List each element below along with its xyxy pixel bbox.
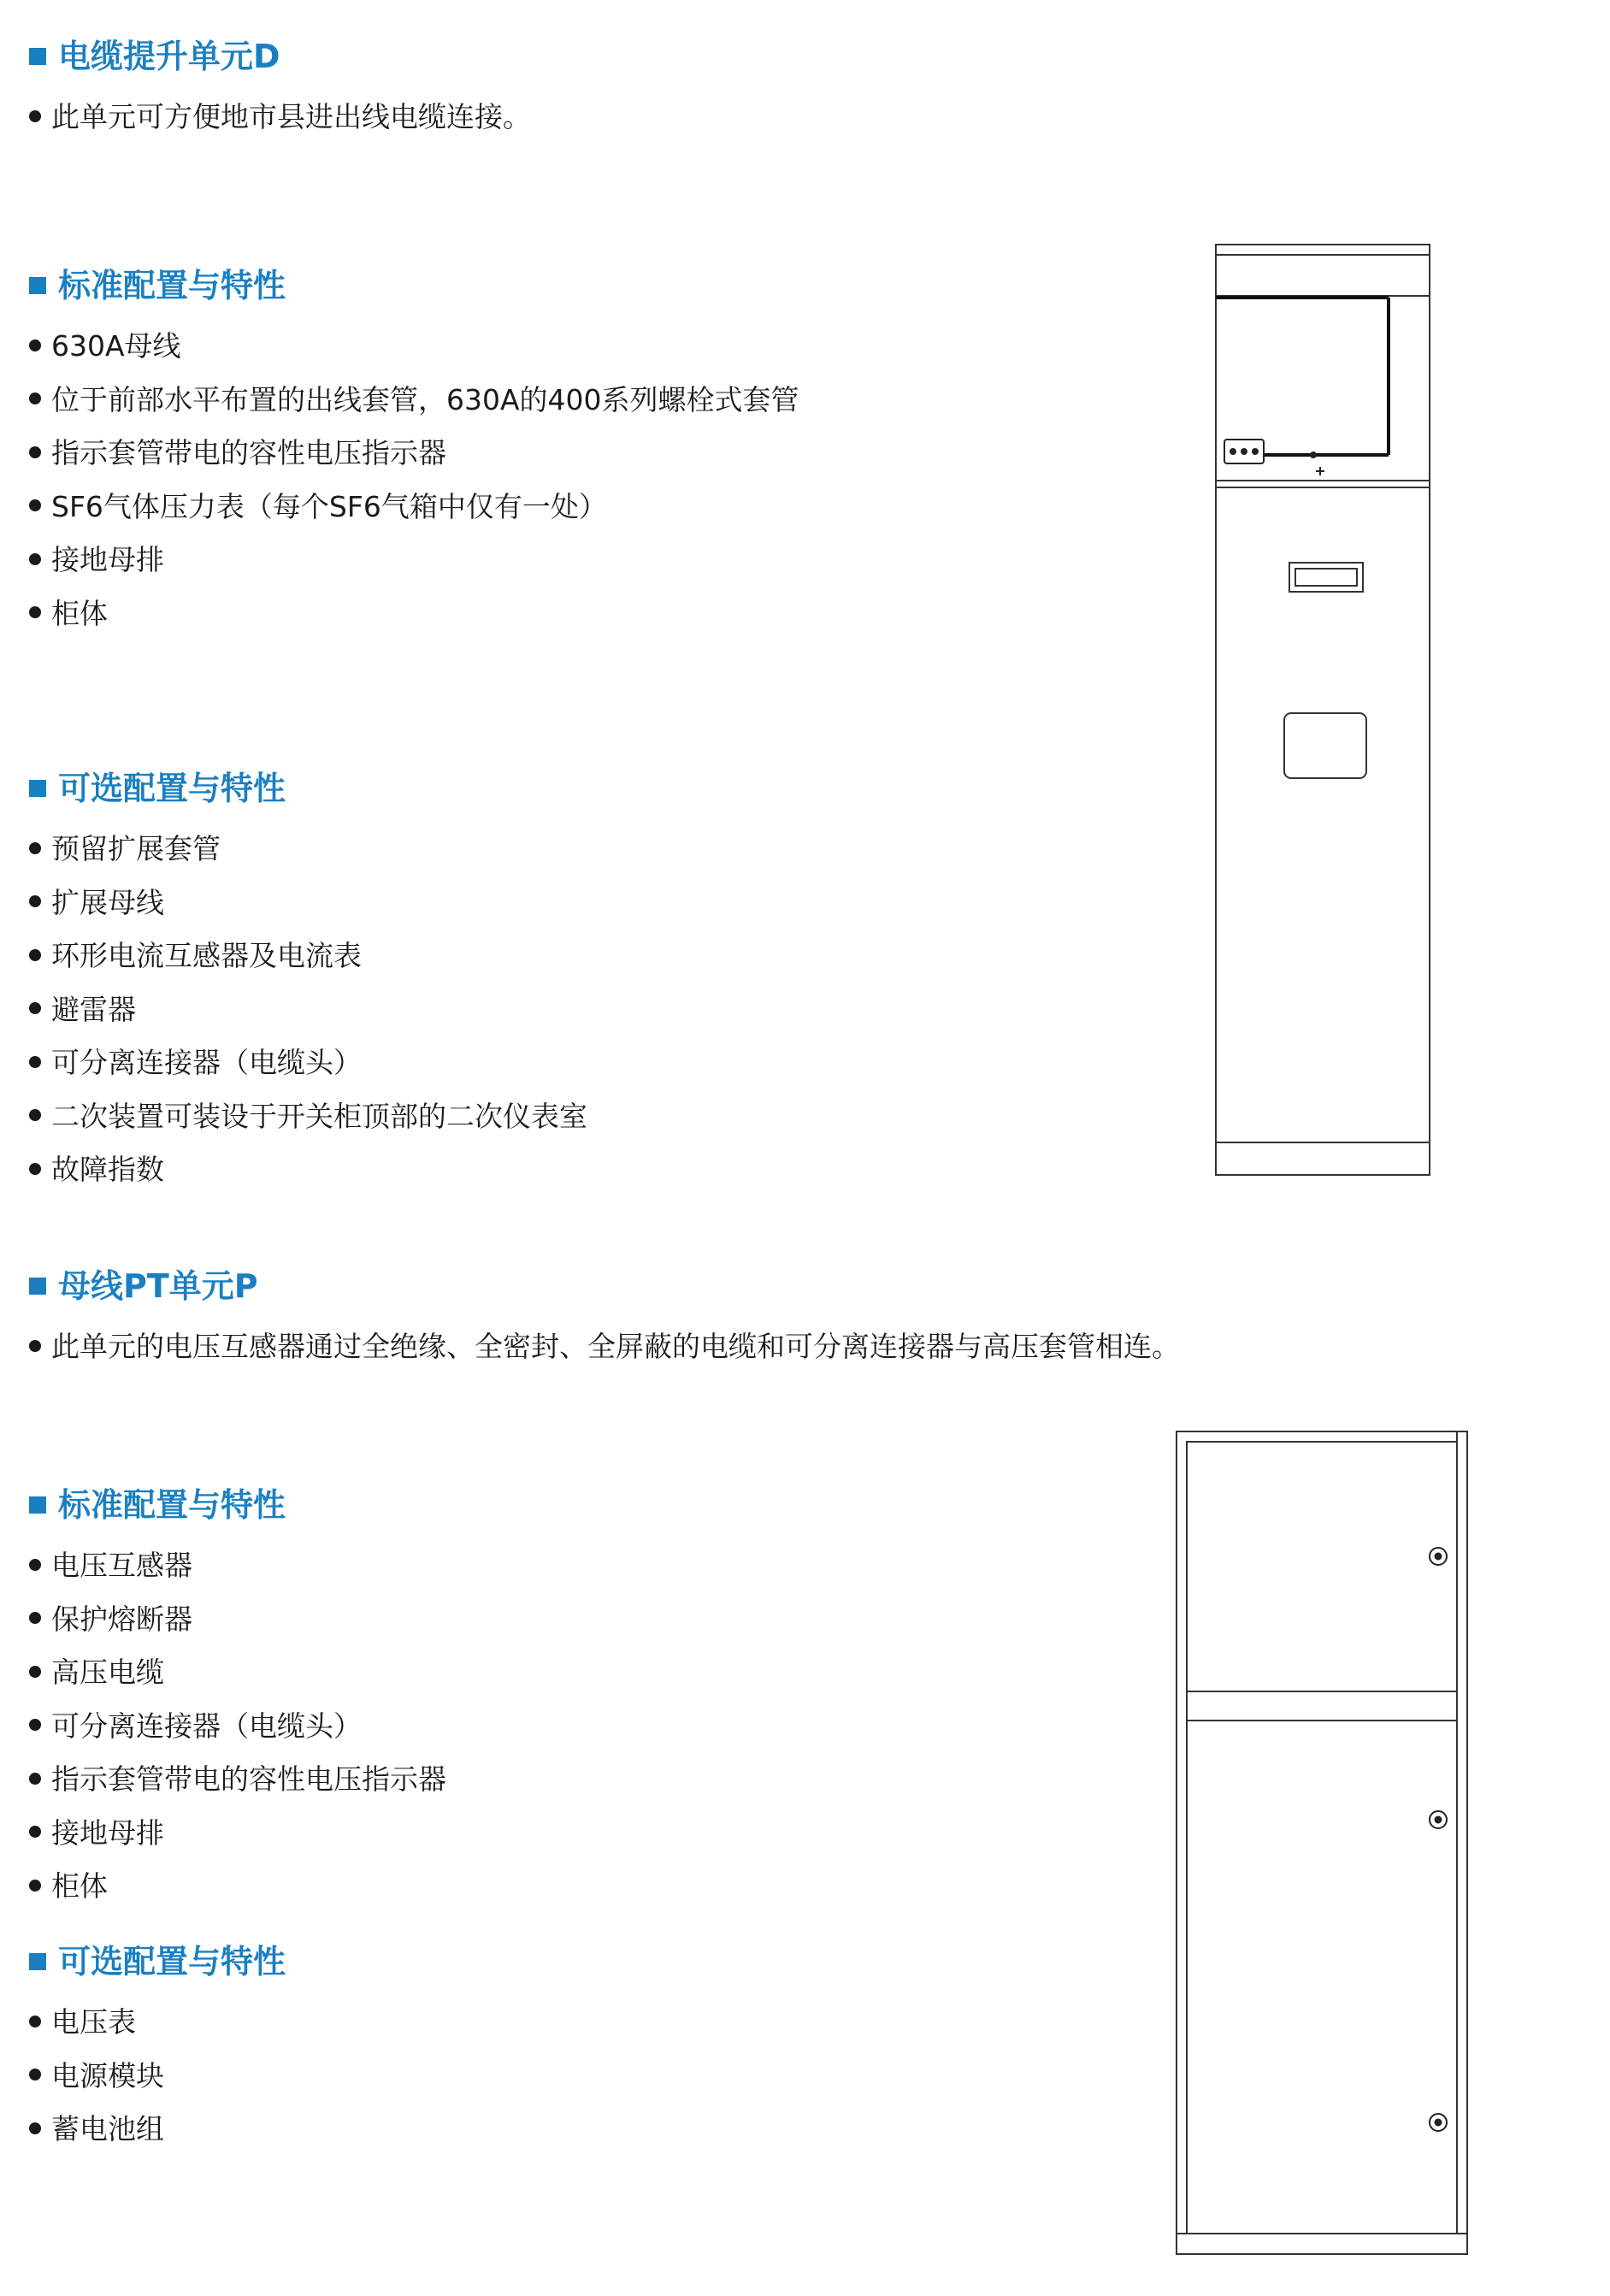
list-item: 指示套管带电的容性电压指示器 bbox=[29, 1753, 446, 1807]
bullet-icon bbox=[29, 553, 41, 565]
bullet-icon bbox=[29, 446, 41, 458]
list-item: 扩展母线 bbox=[29, 876, 587, 930]
bullet-icon bbox=[29, 393, 41, 404]
bullet-icon bbox=[29, 1002, 41, 1014]
bullet-icon bbox=[29, 2016, 41, 2027]
list-item: 蓄电池组 bbox=[29, 2103, 164, 2157]
unit-p-description bbox=[29, 1320, 1180, 1374]
unit-d-description bbox=[29, 91, 531, 145]
bullet-icon bbox=[29, 339, 41, 351]
bullet-icon bbox=[29, 1163, 41, 1175]
square-bullet-icon bbox=[29, 1278, 46, 1295]
unit-d-standard-list bbox=[29, 320, 799, 640]
bullet-icon bbox=[29, 1719, 41, 1731]
unit-p-standard-title: 标准配置与特性 bbox=[29, 1483, 286, 1527]
list-item: 位于前部水平布置的出线套管，630A的400系列螺栓式套管 bbox=[29, 374, 799, 428]
bullet-icon bbox=[29, 1773, 41, 1785]
bullet-icon bbox=[29, 2069, 41, 2081]
square-bullet-icon bbox=[29, 1953, 46, 1970]
bullet-icon bbox=[29, 1559, 41, 1571]
list-item: 可分离连接器（电缆头） bbox=[29, 1036, 587, 1090]
list-item: 630A母线 bbox=[29, 320, 799, 374]
bullet-icon bbox=[29, 1826, 41, 1838]
bullet-icon bbox=[29, 499, 41, 511]
bullet-icon bbox=[29, 110, 41, 122]
list-item: 接地母排 bbox=[29, 1807, 446, 1861]
bullet-icon bbox=[29, 1880, 41, 1892]
list-item: 此单元的电压互感器通过全绝缘、全密封、全屏蔽的电缆和可分离连接器与高压套管相连。 bbox=[29, 1320, 1180, 1374]
list-item: 柜体 bbox=[29, 1860, 446, 1914]
unit-p-optional-list bbox=[29, 1996, 164, 2157]
list-item: 环形电流互感器及电流表 bbox=[29, 930, 587, 983]
list-item: 故障指数 bbox=[29, 1143, 587, 1197]
list-item: 电压表 bbox=[29, 1996, 164, 2050]
square-bullet-icon bbox=[29, 1496, 46, 1514]
square-bullet-icon bbox=[29, 780, 46, 797]
unit-d-standard-title: 标准配置与特性 bbox=[29, 263, 286, 308]
list-item: 电源模块 bbox=[29, 2050, 164, 2104]
bullet-icon bbox=[29, 1612, 41, 1624]
list-item: 指示套管带电的容性电压指示器 bbox=[29, 427, 799, 481]
unit-p-title: 母线PT单元P bbox=[29, 1264, 258, 1308]
list-item: 此单元可方便地市县进出线电缆连接。 bbox=[29, 91, 531, 145]
unit-d-optional-title: 可选配置与特性 bbox=[29, 766, 286, 811]
list-item: 避雷器 bbox=[29, 983, 587, 1037]
square-bullet-icon bbox=[29, 277, 46, 294]
list-item: 接地母排 bbox=[29, 534, 799, 587]
bullet-icon bbox=[29, 1666, 41, 1678]
unit-d-optional-list bbox=[29, 823, 587, 1197]
unit-d-title: 电缆提升单元D bbox=[29, 34, 280, 79]
bullet-icon bbox=[29, 842, 41, 854]
cabinet-d-drawing bbox=[1212, 243, 1435, 1178]
list-item: 电压互感器 bbox=[29, 1539, 446, 1593]
list-item: 可分离连接器（电缆头） bbox=[29, 1700, 446, 1754]
bullet-icon bbox=[29, 895, 41, 907]
cabinet-p-drawing bbox=[1173, 1430, 1471, 2259]
list-item: 保护熔断器 bbox=[29, 1593, 446, 1647]
bullet-icon bbox=[29, 2122, 41, 2134]
list-item: 预留扩展套管 bbox=[29, 823, 587, 876]
bullet-icon bbox=[29, 1340, 41, 1352]
bullet-icon bbox=[29, 1056, 41, 1068]
list-item: 柜体 bbox=[29, 587, 799, 641]
unit-p-standard-list bbox=[29, 1539, 446, 1914]
bullet-icon bbox=[29, 1109, 41, 1121]
unit-p-optional-title: 可选配置与特性 bbox=[29, 1939, 286, 1984]
list-item: 二次装置可装设于开关柜顶部的二次仪表室 bbox=[29, 1090, 587, 1144]
square-bullet-icon bbox=[29, 48, 46, 65]
list-item: SF6气体压力表（每个SF6气箱中仅有一处） bbox=[29, 481, 799, 534]
list-item: 高压电缆 bbox=[29, 1646, 446, 1700]
bullet-icon bbox=[29, 949, 41, 961]
bullet-icon bbox=[29, 606, 41, 618]
